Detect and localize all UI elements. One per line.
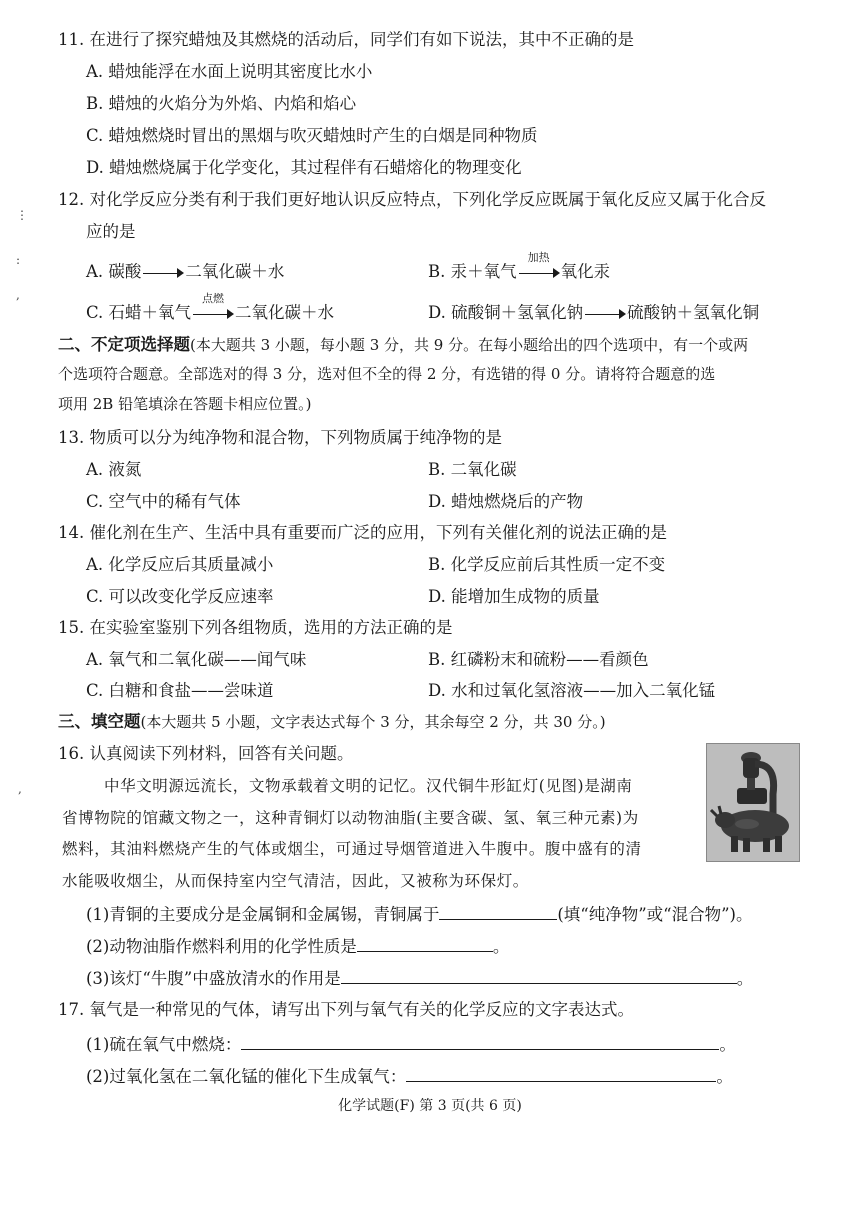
reaction-product: 氧化汞 — [560, 262, 611, 281]
reaction-arrow-icon — [517, 250, 561, 283]
q15-option-b: B. 红磷粉末和硫粉——看颜色 — [428, 650, 649, 669]
q16-s3-end: 。 — [736, 969, 754, 988]
q12-option-b — [428, 250, 611, 283]
reaction-reactant: D. 硫酸铜＋氢氧化钠 — [428, 303, 584, 322]
q14-option-b: B. 化学反应前后其性质一定不变 — [428, 555, 666, 574]
q16-stem: 16. 认真阅读下列材料，回答有关问题。 — [58, 744, 354, 763]
section-2-note-cont: 项用 2B 铅笔填涂在答题卡相应位置。) — [58, 395, 312, 413]
answer-blank[interactable] — [406, 1065, 716, 1082]
answer-blank[interactable] — [241, 1033, 719, 1050]
q16-subquestion-3 — [86, 967, 753, 989]
reaction-product: 硫酸钠＋氢氧化铜 — [627, 303, 760, 322]
q15-option-a: A. 氧气和二氧化碳——闻气味 — [86, 650, 307, 669]
q17-stem: 17. 氧气是一种常见的气体，请写出下列与氧气有关的化学反应的文字表达式。 — [58, 1000, 634, 1019]
q16-passage-line: 燃料，其油料燃烧产生的气体或烟尘，可通过导烟管道进入牛腹中。腹中盛有的清 — [62, 840, 642, 858]
reaction-condition: 点燃 — [202, 291, 225, 305]
q17-subquestion-1 — [86, 1033, 736, 1055]
q11-stem: 11. 在进行了探究蜡烛及其燃烧的活动后，同学们有如下说法，其中不正确的是 — [58, 30, 634, 49]
q15-option-c: C. 白糖和食盐——尝味道 — [86, 681, 274, 700]
q14-option-c: C. 可以改变化学反应速率 — [86, 587, 274, 606]
q17-s2-text: (2)过氧化氢在二氧化锰的催化下生成氧气： — [86, 1067, 407, 1086]
reaction-arrow-icon — [141, 263, 185, 283]
reaction-arrow-icon — [583, 304, 627, 324]
q12-stem: 12. 对化学反应分类有利于我们更好地认识反应特点，下列化学反应既属于氧化反应又属于化合反 — [58, 190, 766, 209]
reaction-reactant: B. 汞＋氧气 — [428, 262, 517, 281]
section-2-header — [58, 335, 748, 355]
q16-s3-text: (3)该灯“牛腹”中盛放清水的作用是 — [86, 969, 341, 988]
answer-blank[interactable] — [439, 903, 557, 920]
answer-blank[interactable] — [357, 935, 493, 952]
q12-option-d — [428, 303, 759, 324]
q16-passage-line: 省博物院的馆藏文物之一，这种青铜灯以动物油脂(主要含碳、氢、氧三种元素)为 — [62, 809, 639, 827]
q16-passage-line: 中华文明源远流长，文物承载着文明的记忆。汉代铜牛形缸灯(见图)是湖南 — [104, 777, 633, 795]
q11-option-a: A. 蜡烛能浮在水面上说明其密度比水小 — [86, 62, 373, 81]
page-footer: 化学试题(F) 第 3 页(共 6 页) — [338, 1098, 522, 1114]
section-3-header — [58, 712, 606, 732]
q16-subquestion-2 — [86, 935, 509, 957]
q12-stem-cont: 应的是 — [86, 222, 136, 241]
q11-option-d: D. 蜡烛燃烧属于化学变化，其过程伴有石蜡熔化的物理变化 — [86, 158, 522, 177]
bronze-ox-lamp-photo-icon — [706, 743, 800, 862]
q16-s2-end: 。 — [492, 937, 510, 956]
q11-option-c: C. 蜡烛燃烧时冒出的黑烟与吹灭蜡烛时产生的白烟是同种物质 — [86, 126, 538, 145]
section-3-note: (本大题共 5 小题，文字表达式每个 3 分，其余每空 2 分，共 30 分。) — [140, 713, 606, 731]
q17-subquestion-2 — [86, 1065, 733, 1087]
q17-s1-end: 。 — [719, 1035, 736, 1054]
q15-stem: 15. 在实验室鉴别下列各组物质，选用的方法正确的是 — [58, 618, 453, 637]
q14-option-a: A. 化学反应后其质量减小 — [86, 555, 274, 574]
q12-option-c — [86, 291, 335, 324]
q13-option-a: A. 液氮 — [86, 460, 142, 479]
q17-s1-text: (1)硫在氧气中燃烧： — [86, 1035, 242, 1054]
reaction-arrow-icon — [191, 291, 235, 324]
q16-s2-text: (2)动物油脂作燃料利用的化学性质是 — [86, 937, 357, 956]
q16-s1-hint: (填“纯净物”或“混合物”)。 — [557, 905, 753, 924]
reaction-condition: 加热 — [527, 250, 550, 264]
section-2-title: 二、不定项选择题 — [58, 335, 190, 354]
q13-stem: 13. 物质可以分为纯净物和混合物，下列物质属于纯净物的是 — [58, 428, 502, 447]
section-2-note-cont: 个选项符合题意。全部选对的得 3 分，选对但不全的得 2 分，有选错的得 0 分。请将符合题意的选 — [58, 365, 716, 383]
reaction-product: 二氧化碳＋水 — [235, 303, 335, 322]
q17-s2-end: 。 — [716, 1067, 733, 1086]
q11-option-b: B. 蜡烛的火焰分为外焰、内焰和焰心 — [86, 94, 357, 113]
q13-option-d: D. 蜡烛燃烧后的产物 — [428, 492, 584, 511]
reaction-product: 二氧化碳＋水 — [185, 262, 285, 281]
margin-mark: : — [16, 253, 21, 267]
section-2-note: (本大题共 3 小题，每小题 3 分，共 9 分。在每小题给出的四个选项中，有一个或两 — [190, 336, 749, 354]
q16-subquestion-1 — [86, 903, 753, 925]
answer-blank[interactable] — [341, 967, 737, 984]
q12-option-a — [86, 262, 284, 283]
margin-mark: , — [18, 782, 22, 796]
q14-stem: 14. 催化剂在生产、生活中具有重要而广泛的应用，下列有关催化剂的说法正确的是 — [58, 523, 667, 542]
q13-option-c: C. 空气中的稀有气体 — [86, 492, 241, 511]
section-3-title: 三、填空题 — [58, 712, 141, 731]
q15-option-d: D. 水和过氧化氢溶液——加入二氧化锰 — [428, 681, 716, 700]
q16-s1-text: (1)青铜的主要成分是金属铜和金属锡，青铜属于 — [86, 905, 440, 924]
margin-mark: , — [16, 288, 20, 302]
reaction-reactant: C. 石蜡＋氧气 — [86, 303, 192, 322]
q16-passage-line: 水能吸收烟尘，从而保持室内空气清洁，因此，又被称为环保灯。 — [62, 872, 529, 890]
q14-option-d: D. 能增加生成物的质量 — [428, 587, 600, 606]
margin-mark: ⋮ — [16, 208, 28, 222]
q13-option-b: B. 二氧化碳 — [428, 460, 517, 479]
reaction-reactant: A. 碳酸 — [86, 262, 142, 281]
